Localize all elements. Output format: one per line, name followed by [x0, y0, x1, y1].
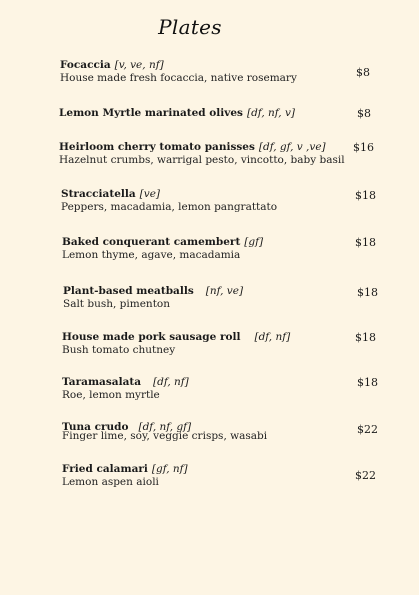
- menu-item-price: $16: [353, 141, 374, 154]
- menu-item-description: Roe, lemon myrtle: [62, 389, 160, 401]
- menu-item-tags: [nf, ve]: [205, 285, 244, 297]
- menu-item-tags: [df, nf]: [254, 331, 291, 343]
- menu-item-heading: [62, 331, 392, 344]
- menu-item-price: $22: [355, 469, 376, 482]
- menu-item: [62, 463, 392, 489]
- menu-item-price: $8: [356, 66, 370, 79]
- menu-item-heading: [63, 285, 393, 298]
- menu-item-description: Salt bush, pimenton: [63, 298, 170, 310]
- menu-item-heading: [61, 188, 391, 201]
- menu-item-description: Peppers, macadamia, lemon pangrattato: [61, 201, 278, 213]
- menu-item-tags: [ve]: [139, 188, 161, 200]
- menu-item-name: Fried calamari: [62, 463, 148, 475]
- menu-item-heading: [62, 463, 392, 476]
- menu-item-tags: [df, nf, v]: [246, 107, 295, 119]
- menu-item-name: Baked conquerant camembert: [62, 236, 241, 248]
- menu-item-description: Hazelnut crumbs, warrigal pesto, vincotto, baby basil: [59, 154, 345, 166]
- menu-item-price: $22: [357, 423, 378, 436]
- menu-item-description: Bush tomato chutney: [62, 344, 176, 356]
- menu-item-name: Stracciatella: [61, 188, 136, 200]
- menu-item: [63, 285, 393, 311]
- menu-item-description: House made fresh focaccia, native rosemary: [60, 72, 297, 84]
- menu-item: [62, 376, 392, 402]
- menu-item-price: $8: [357, 107, 371, 120]
- menu-item-name: Lemon Myrtle marinated olives: [59, 107, 243, 119]
- menu-item-price: $18: [357, 286, 378, 299]
- menu-item-name: Plant-based meatballs: [63, 285, 194, 297]
- menu-item-description: Lemon thyme, agave, macadamia: [62, 249, 241, 261]
- menu-item-heading: [59, 107, 389, 120]
- menu-item-price: $18: [357, 376, 378, 389]
- menu-item: [59, 107, 389, 120]
- menu-item-tags: [df, gf, v ,ve]: [258, 141, 326, 153]
- menu-item-tags: [df, nf, gf]: [138, 421, 192, 433]
- menu-item: [62, 236, 392, 262]
- page-title: Plates: [158, 15, 222, 39]
- menu-item-name: Tuna crudo: [62, 421, 129, 433]
- menu-item-tags: [df, nf]: [153, 376, 189, 388]
- menu-item-description: Lemon aspen aioli: [62, 476, 159, 488]
- menu-item-name: Taramasalata: [62, 376, 142, 388]
- menu-item-tags: [gf]: [244, 236, 264, 248]
- menu-item-price: $18: [355, 331, 376, 344]
- menu-item-name: House made pork sausage roll: [62, 331, 241, 343]
- menu-item-name: Heirloom cherry tomato panisses: [59, 141, 255, 153]
- menu-item-heading: [60, 59, 390, 72]
- menu-item-heading: [62, 376, 392, 389]
- menu-item: [61, 188, 391, 214]
- menu-item-description: Finger lime, soy, veggie crisps, wasabi: [62, 430, 268, 442]
- menu-item: [59, 141, 389, 167]
- menu-item-name: Focaccia: [60, 59, 111, 71]
- menu-item: [62, 421, 392, 443]
- menu-item-heading: [62, 236, 392, 249]
- menu-item-price: $18: [355, 236, 376, 249]
- menu-item-price: $18: [355, 189, 376, 202]
- menu-item: [60, 59, 390, 85]
- menu-item-tags: [v, ve, nf]: [114, 59, 164, 71]
- menu-item-heading: [59, 141, 389, 154]
- menu-item: [62, 331, 392, 357]
- menu-item-tags: [gf, nf]: [151, 463, 188, 475]
